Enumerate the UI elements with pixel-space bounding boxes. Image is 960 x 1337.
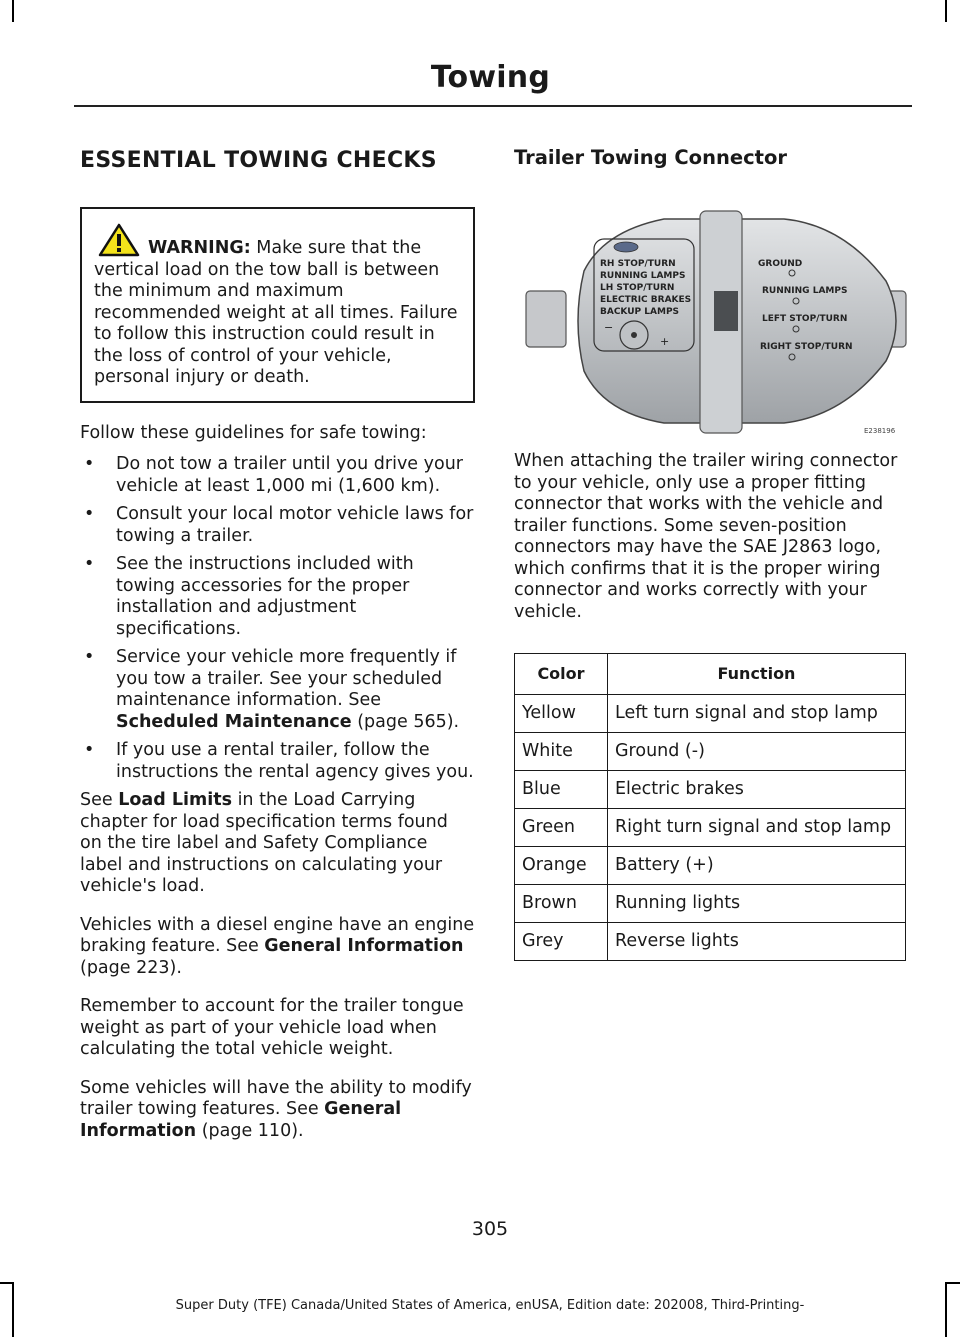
list-item-text: Service your vehicle more frequently if you tow a trailer. See your scheduled maintenance information. See: [116, 647, 457, 710]
guideline-list: [80, 454, 475, 783]
pin-label: ELECTRIC BRAKES: [600, 295, 692, 305]
paragraph-text: Some vehicles will have the ability to modify trailer towing features. See: [80, 1077, 472, 1119]
pin-label: BACKUP LAMPS: [600, 307, 680, 317]
section-title: ESSENTIAL TOWING CHECKS: [80, 148, 437, 173]
table-cell: Grey: [515, 923, 608, 961]
table-cell: Orange: [515, 847, 608, 885]
table-row: [515, 695, 906, 733]
pin-label: LEFT STOP/TURN: [762, 314, 848, 324]
warning-box: [80, 207, 475, 403]
crop-mark: [12, 0, 14, 22]
modify-features-paragraph: [80, 1078, 475, 1143]
warning-triangle-icon: [98, 223, 140, 257]
ford-logo-icon: [614, 242, 638, 252]
list-item: • If you use a rental trailer, follow the instructions the rental agency gives you.: [80, 740, 475, 783]
column-header-function: Function: [608, 654, 906, 695]
header-rule: [74, 105, 912, 107]
table-cell: Brown: [515, 885, 608, 923]
minus-symbol: −: [604, 321, 614, 334]
scheduled-maintenance-link[interactable]: Scheduled Maintenance: [116, 711, 352, 732]
tongue-weight-paragraph: Remember to account for the trailer tongue weight as part of your vehicle load when calculating the total vehicle weight.: [80, 996, 464, 1059]
subsection-title: Trailer Towing Connector: [514, 146, 787, 169]
load-limits-paragraph: [80, 790, 475, 898]
figure-code: E238196: [864, 427, 896, 435]
pin-label: LH STOP/TURN: [600, 283, 675, 293]
right-column: [514, 140, 908, 961]
connector-slot: [714, 291, 738, 331]
paragraph-text: (page 110).: [196, 1120, 304, 1141]
table-cell: Reverse lights: [608, 923, 906, 961]
connector-tab-left: [526, 291, 566, 347]
load-limits-link[interactable]: Load Limits: [118, 790, 232, 810]
table-cell: Electric brakes: [608, 771, 906, 809]
table-row: [515, 923, 906, 961]
pin-label: RH STOP/TURN: [600, 259, 676, 269]
list-item: • Consult your local motor vehicle laws for towing a trailer.: [80, 504, 475, 547]
table-cell: Running lights: [608, 885, 906, 923]
table-row: [515, 771, 906, 809]
paragraph-text: Vehicles with a diesel engine have an engine braking feature. See: [80, 914, 475, 956]
pin-label: RUNNING LAMPS: [600, 271, 686, 281]
pin-label: GROUND: [758, 259, 803, 269]
list-item-text: (page 565).: [351, 711, 460, 732]
diesel-paragraph: [80, 915, 475, 980]
list-item: [80, 647, 475, 733]
table-cell: Left turn signal and stop lamp: [608, 695, 906, 733]
table-cell: White: [515, 733, 608, 771]
table-cell: Ground (-): [608, 733, 906, 771]
table-cell: Green: [515, 809, 608, 847]
connector-paragraph: When attaching the trailer wiring connector to your vehicle, only use a proper fitting connector that works with the vehicle and trailer functions. Some seven-position connectors may have the SAE J2863 logo, which confirms that it is the proper wiring connector and works correctly with your vehicle.: [514, 451, 898, 622]
list-item: • Do not tow a trailer until you drive your vehicle at least 1,000 mi (1,600 km).: [80, 454, 475, 497]
table-cell: Yellow: [515, 695, 608, 733]
list-item: • See the instructions included with towing accessories for the proper installation and adjustment specifications.: [80, 554, 475, 640]
page-footer: Super Duty (TFE) Canada/United States of America, enUSA, Edition date: 202008, Third-Printing-: [175, 1298, 805, 1313]
table-row: [515, 885, 906, 923]
page-number: 305: [471, 1218, 509, 1240]
left-column: [80, 140, 475, 1142]
table-cell: Right turn signal and stop lamp: [608, 809, 906, 847]
table-row: [515, 809, 906, 847]
pin-label: RIGHT STOP/TURN: [760, 342, 853, 352]
pin-label: RUNNING LAMPS: [762, 286, 848, 296]
plus-symbol: +: [660, 335, 670, 348]
crop-mark: [945, 0, 947, 22]
crop-mark: [945, 1282, 960, 1284]
crop-mark: [0, 1282, 14, 1284]
warning-label: WARNING:: [148, 238, 251, 258]
paragraph-text: in the Load Carrying chapter for load specification terms found on the tire label and Safety Compliance label and instructions on calculating your vehicle's load.: [80, 790, 448, 896]
table-cell: Blue: [515, 771, 608, 809]
general-information-link[interactable]: General Information: [80, 1099, 402, 1141]
column-header-color: Color: [515, 654, 608, 695]
table-header-row: [515, 654, 906, 695]
general-information-link[interactable]: General Information: [264, 936, 464, 956]
intro-text: Follow these guidelines for safe towing:: [80, 422, 427, 443]
paragraph-text: (page 223).: [80, 957, 182, 978]
table-row: [515, 733, 906, 771]
connector-color-table: [514, 653, 906, 961]
table-cell: Battery (+): [608, 847, 906, 885]
paragraph-text: See: [80, 790, 119, 810]
trailer-connector-illustration: [514, 191, 908, 439]
warning-text: Make sure that the vertical load on the tow ball is between the minimum and maximum recommended weight at all times. Failure to follow this instruction could result in the loss of control of your vehicle, personal injury or death.: [94, 238, 458, 387]
table-row: [515, 847, 906, 885]
page-header-title: Towing: [430, 60, 550, 95]
